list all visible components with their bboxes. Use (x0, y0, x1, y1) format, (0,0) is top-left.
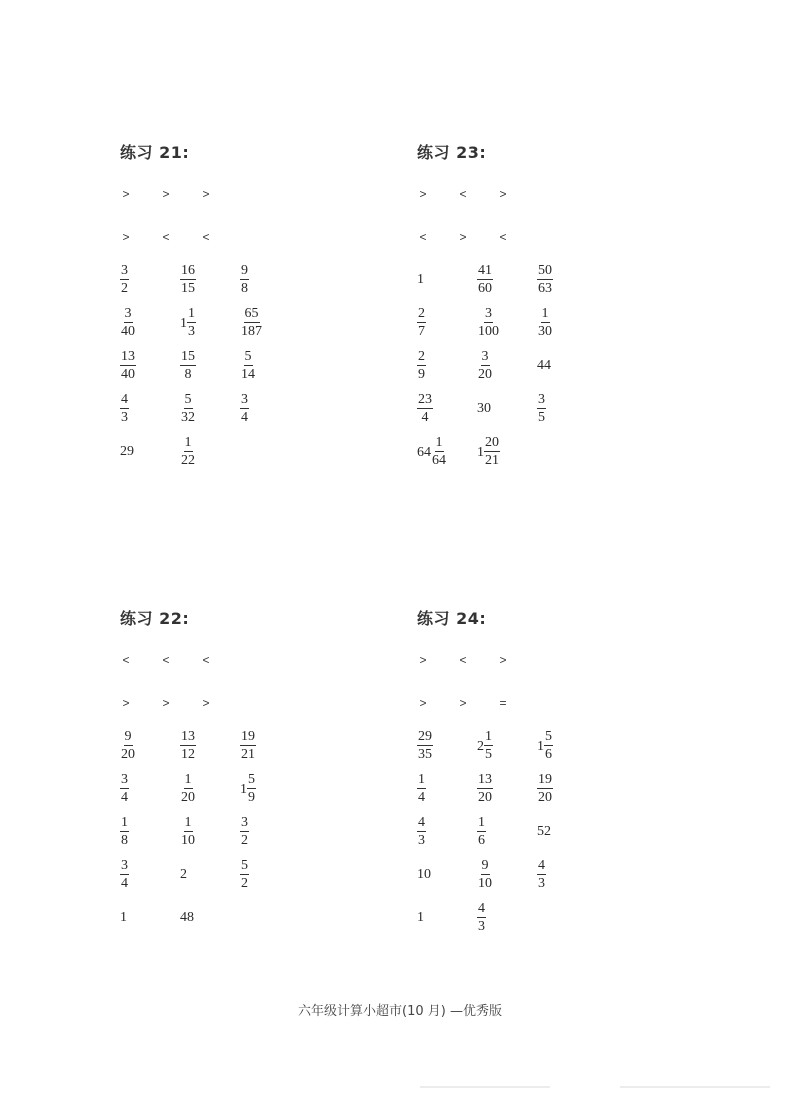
denominator: 7 (418, 324, 425, 339)
comparison-answer: > (419, 653, 427, 667)
fraction (240, 857, 249, 892)
fraction-answer (477, 900, 521, 940)
fraction-answer (120, 391, 164, 431)
exercise-22-title: 练习 22: (120, 609, 190, 628)
fraction (120, 771, 129, 806)
comparison-answer: > (202, 187, 210, 201)
fraction-answer (240, 728, 284, 768)
number-value: 1 (417, 910, 424, 925)
mixed-number-answer (537, 728, 581, 768)
mixed-number-answer (417, 434, 461, 474)
fraction-answer (120, 262, 164, 302)
exercise-24-section (417, 606, 717, 1026)
fraction (477, 771, 493, 806)
numerator: 1 (184, 435, 192, 450)
comparison-answer: > (419, 187, 427, 201)
fraction (431, 434, 447, 469)
fraction-answer (240, 857, 284, 897)
fraction (417, 305, 426, 340)
comparison-answer: > (459, 230, 467, 244)
whole-number-answer (417, 262, 461, 302)
denominator: 12 (181, 747, 195, 762)
whole-number-answer (180, 857, 224, 897)
numerator: 15 (181, 349, 195, 364)
fraction-answer (537, 771, 581, 811)
denominator: 10 (478, 876, 492, 891)
comparison-answer: < (162, 230, 170, 244)
denominator: 3 (538, 876, 545, 891)
fraction (120, 348, 136, 383)
numerator: 3 (121, 772, 128, 787)
fraction (240, 391, 249, 426)
denominator: 20 (538, 790, 552, 805)
numerator: 3 (241, 392, 248, 407)
fraction (477, 262, 493, 297)
denominator: 63 (538, 281, 552, 296)
fraction-answer (417, 771, 461, 811)
exercise-24-title: 练习 24: (417, 609, 487, 628)
numerator: 1 (121, 815, 128, 830)
numerator: 1 (418, 772, 425, 787)
fraction-answer (537, 857, 581, 897)
comparison-answer: > (122, 187, 130, 201)
fraction-answer (417, 391, 461, 431)
denominator: 20 (181, 790, 195, 805)
number-value: 2 (180, 867, 187, 882)
numerator: 23 (418, 392, 432, 407)
numerator: 3 (538, 392, 545, 407)
fraction-answer (417, 348, 461, 388)
numerator: 9 (241, 263, 248, 278)
fraction (537, 305, 553, 340)
denominator: 6 (545, 747, 552, 762)
fraction (417, 391, 433, 426)
fraction-answer (120, 348, 164, 388)
fraction-answer (477, 857, 521, 897)
denominator: 9 (248, 790, 255, 805)
fraction (417, 771, 426, 806)
fraction (477, 900, 486, 935)
denominator: 40 (121, 367, 135, 382)
denominator: 40 (121, 324, 135, 339)
numerator: 5 (248, 772, 255, 787)
comparison-answer: > (499, 187, 507, 201)
fraction (180, 348, 196, 383)
denominator: 35 (418, 747, 432, 762)
fraction (240, 348, 256, 383)
numerator: 1 (541, 306, 549, 321)
fraction-answer (240, 814, 284, 854)
number-value: 10 (417, 867, 431, 882)
number-value: 1 (120, 910, 127, 925)
fraction-answer (537, 262, 581, 302)
fraction-answer (477, 771, 521, 811)
numerator: 5 (545, 729, 552, 744)
whole-number-answer (180, 900, 224, 940)
number-value: 1 (417, 272, 424, 287)
fraction (477, 814, 486, 849)
comparison-answer: > (122, 696, 130, 710)
numerator: 5 (184, 392, 192, 407)
comparison-answer: > (122, 230, 130, 244)
comparison-answer: < (459, 653, 467, 667)
numerator: 65 (244, 306, 259, 321)
numerator: 3 (124, 306, 132, 321)
denominator: 4 (421, 410, 429, 425)
numerator: 16 (181, 263, 195, 278)
denominator: 3 (188, 324, 195, 339)
denominator: 2 (241, 833, 248, 848)
fraction-answer (240, 305, 284, 345)
numerator: 19 (538, 772, 552, 787)
comparison-answer: > (459, 696, 467, 710)
whole-number-answer (417, 900, 461, 940)
denominator: 22 (181, 453, 195, 468)
numerator: 3 (481, 349, 489, 364)
fraction (544, 728, 553, 763)
fraction-answer (120, 857, 164, 897)
numerator: 4 (478, 901, 485, 916)
whole-part: 1 (477, 445, 484, 460)
denominator: 30 (538, 324, 552, 339)
exercise-21-section (120, 140, 420, 560)
fraction-answer (537, 305, 581, 345)
fraction-answer (120, 814, 164, 854)
fraction-answer (180, 771, 224, 811)
numerator: 1 (188, 306, 195, 321)
comparison-answer: < (202, 653, 210, 667)
fraction (187, 305, 196, 340)
comparison-answer: < (162, 653, 170, 667)
number-value: 29 (120, 444, 134, 459)
page-footer: 六年级计算小超市(10 月) —优秀版 (298, 1004, 502, 1019)
denominator: 100 (478, 324, 499, 339)
fraction (417, 728, 433, 763)
numerator: 41 (478, 263, 492, 278)
denominator: 9 (418, 367, 425, 382)
fraction-answer (417, 728, 461, 768)
numerator: 20 (485, 435, 499, 450)
whole-number-answer (537, 348, 581, 388)
fraction-answer (240, 391, 284, 431)
fraction-answer (180, 348, 224, 388)
numerator: 2 (418, 349, 425, 364)
fraction (240, 728, 256, 763)
denominator: 5 (485, 747, 492, 762)
whole-part: 2 (477, 739, 484, 754)
comparison-answer: = (499, 696, 507, 710)
fraction (484, 728, 493, 763)
fraction (537, 391, 546, 426)
numerator: 3 (121, 263, 128, 278)
denominator: 60 (478, 281, 492, 296)
numerator: 3 (485, 306, 492, 321)
scan-artifact (620, 1086, 770, 1088)
comparison-answer: < (202, 230, 210, 244)
fraction (120, 391, 129, 426)
fraction-answer (417, 814, 461, 854)
numerator: 5 (244, 349, 252, 364)
whole-part: 64 (417, 445, 431, 460)
comparison-answer: > (419, 696, 427, 710)
fraction (180, 814, 196, 849)
denominator: 4 (121, 876, 128, 891)
mixed-number-answer (180, 305, 224, 345)
whole-number-answer (537, 814, 581, 854)
fraction (417, 348, 426, 383)
denominator: 8 (184, 367, 192, 382)
fraction-answer (180, 814, 224, 854)
number-value: 52 (537, 824, 551, 839)
denominator: 2 (241, 876, 248, 891)
denominator: 64 (432, 453, 446, 468)
numerator: 9 (481, 858, 489, 873)
whole-part: 1 (180, 316, 187, 331)
exercise-23-title: 练习 23: (417, 143, 487, 162)
numerator: 1 (478, 815, 485, 830)
fraction-answer (120, 728, 164, 768)
fraction (477, 857, 493, 892)
fraction (180, 262, 196, 297)
numerator: 2 (418, 306, 425, 321)
denominator: 3 (121, 410, 128, 425)
comparison-answer: < (499, 230, 507, 244)
fraction (240, 262, 249, 297)
fraction (120, 305, 136, 340)
numerator: 4 (538, 858, 545, 873)
mixed-number-answer (240, 771, 284, 811)
denominator: 3 (418, 833, 425, 848)
fraction (537, 857, 546, 892)
scan-artifact (420, 1086, 550, 1088)
denominator: 15 (181, 281, 195, 296)
denominator: 6 (478, 833, 485, 848)
fraction (240, 814, 249, 849)
number-value: 48 (180, 910, 194, 925)
fraction (180, 391, 196, 426)
comparison-answer: > (499, 653, 507, 667)
denominator: 2 (121, 281, 128, 296)
numerator: 29 (418, 729, 432, 744)
fraction-answer (537, 391, 581, 431)
fraction-answer (180, 728, 224, 768)
denominator: 187 (241, 324, 262, 339)
fraction (180, 771, 196, 806)
fraction (240, 305, 263, 340)
denominator: 20 (121, 747, 135, 762)
fraction-answer (180, 391, 224, 431)
numerator: 50 (538, 263, 552, 278)
fraction-answer (240, 348, 284, 388)
comparison-answer: < (122, 653, 130, 667)
numerator: 1 (435, 435, 443, 450)
numerator: 9 (124, 729, 132, 744)
numerator: 1 (184, 815, 192, 830)
denominator: 20 (478, 367, 492, 382)
fraction-answer (180, 262, 224, 302)
fraction-answer (477, 305, 521, 345)
comparison-answer: < (459, 187, 467, 201)
denominator: 20 (478, 790, 492, 805)
numerator: 5 (241, 858, 248, 873)
denominator: 8 (241, 281, 248, 296)
denominator: 4 (418, 790, 425, 805)
whole-number-answer (120, 434, 164, 474)
fraction-answer (120, 305, 164, 345)
fraction (180, 728, 196, 763)
numerator: 3 (241, 815, 248, 830)
denominator: 10 (181, 833, 195, 848)
numerator: 13 (121, 349, 135, 364)
fraction (417, 814, 426, 849)
exercise-21-title: 练习 21: (120, 143, 190, 162)
comparison-answer: < (419, 230, 427, 244)
fraction (120, 857, 129, 892)
comparison-answer: > (162, 187, 170, 201)
denominator: 21 (485, 453, 499, 468)
number-value: 30 (477, 401, 491, 416)
denominator: 5 (538, 410, 545, 425)
numerator: 4 (121, 392, 128, 407)
denominator: 32 (181, 410, 195, 425)
fraction-answer (240, 262, 284, 302)
number-value: 44 (537, 358, 551, 373)
denominator: 3 (478, 919, 485, 934)
fraction-answer (417, 305, 461, 345)
fraction-answer (477, 814, 521, 854)
whole-number-answer (477, 391, 521, 431)
fraction-answer (477, 262, 521, 302)
mixed-number-answer (477, 728, 521, 768)
fraction (484, 434, 500, 469)
mixed-number-answer (477, 434, 521, 474)
numerator: 4 (418, 815, 425, 830)
numerator: 19 (241, 729, 255, 744)
whole-number-answer (417, 857, 461, 897)
numerator: 13 (478, 772, 492, 787)
fraction (537, 771, 553, 806)
denominator: 4 (121, 790, 128, 805)
denominator: 8 (121, 833, 128, 848)
fraction (537, 262, 553, 297)
whole-number-answer (120, 900, 164, 940)
exercise-22-section (120, 606, 420, 1026)
whole-part: 1 (537, 739, 544, 754)
numerator: 13 (181, 729, 195, 744)
numerator: 3 (121, 858, 128, 873)
comparison-answer: > (202, 696, 210, 710)
fraction-answer (180, 434, 224, 474)
fraction-answer (477, 348, 521, 388)
comparison-answer: > (162, 696, 170, 710)
fraction (120, 814, 129, 849)
fraction-answer (120, 771, 164, 811)
denominator: 14 (241, 367, 255, 382)
exercise-23-section (417, 140, 717, 560)
fraction (477, 348, 493, 383)
numerator: 1 (485, 729, 492, 744)
fraction (120, 262, 129, 297)
denominator: 4 (241, 410, 248, 425)
fraction (247, 771, 256, 806)
fraction (120, 728, 136, 763)
numerator: 1 (184, 772, 192, 787)
fraction (477, 305, 500, 340)
whole-part: 1 (240, 782, 247, 797)
denominator: 21 (241, 747, 255, 762)
fraction (180, 434, 196, 469)
